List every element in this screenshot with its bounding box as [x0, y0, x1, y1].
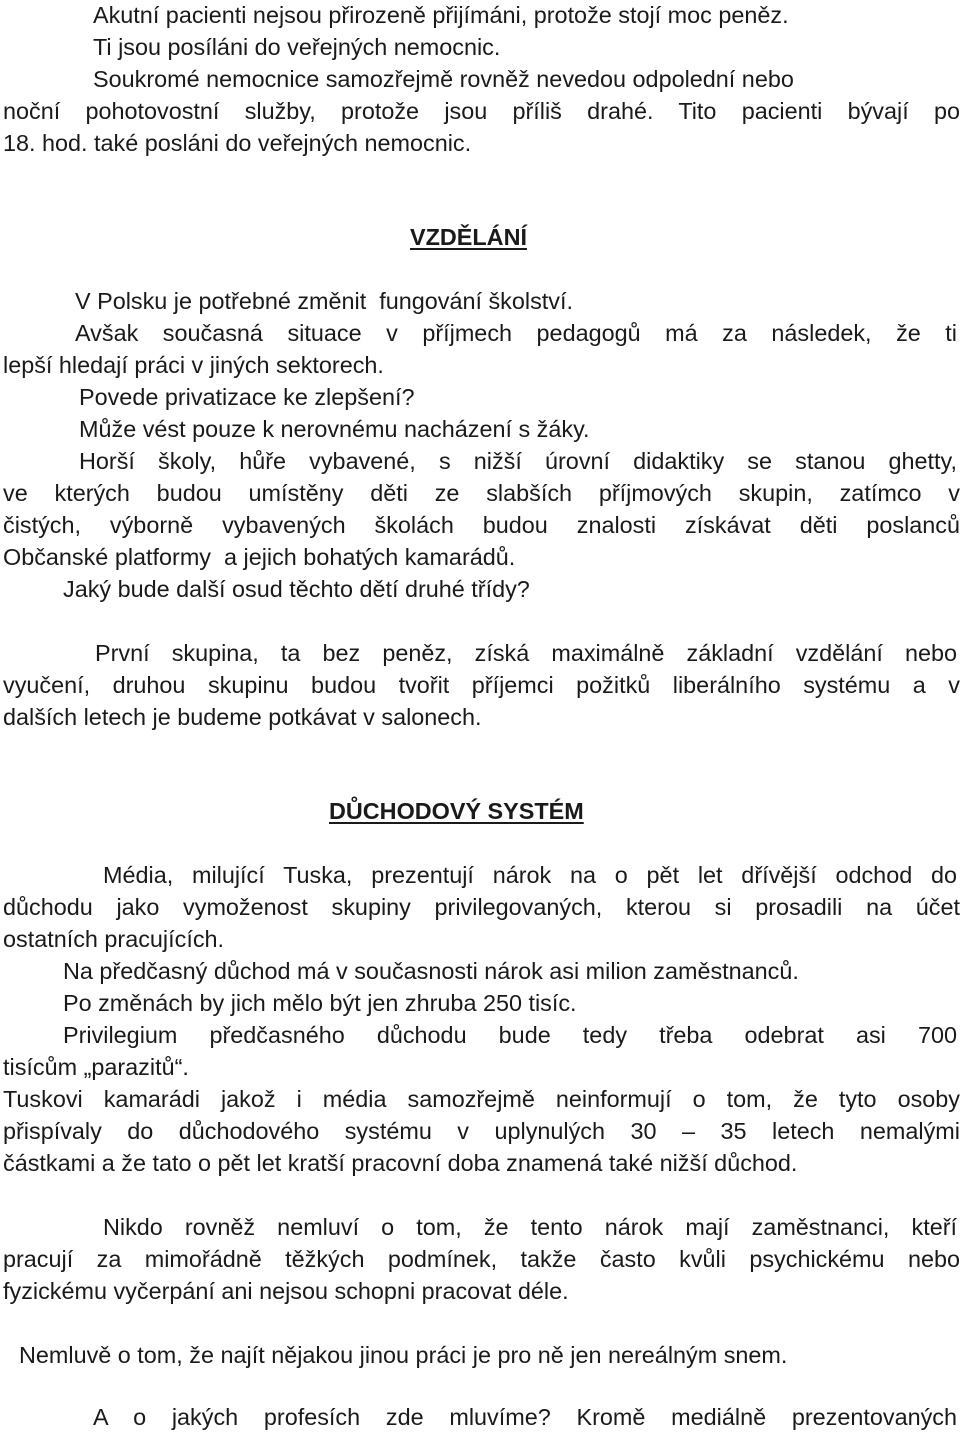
text-line: důchodu jako vymoženost skupiny privilegovaných, kterou si prosadili na účet — [3, 894, 960, 920]
text-line: Po změnách by jich mělo být jen zhruba 250 tisíc. — [63, 990, 577, 1016]
text-line: čistých, výborně vybavených školách budou znalosti získávat děti poslanců — [3, 512, 960, 538]
text-line: noční pohotovostní služby, protože jsou příliš drahé. Tito pacienti bývají po — [3, 98, 960, 124]
text-line: Avšak současná situace v příjmech pedagogů má za následek, že ti — [75, 320, 957, 346]
text-line: 18. hod. také posláni do veřejných nemocnic. — [3, 130, 472, 156]
text-line: Povede privatizace ke zlepšení? — [79, 384, 415, 410]
text-line: dalších letech je budeme potkávat v salonech. — [3, 704, 482, 730]
text-line: Nikdo rovněž nemluví o tom, že tento nárok mají zaměstnanci, kteří — [103, 1214, 957, 1240]
text-line: Horší školy, hůře vybavené, s nižší úrovní didaktiky se stanou ghetty, — [79, 448, 957, 474]
text-line: vyučení, druhou skupinu budou tvořit příjemci požitků liberálního systému a v — [3, 672, 960, 698]
text-line: Média, milující Tuska, prezentují nárok na o pět let dřívější odchod do — [103, 862, 957, 888]
text-line: přispívaly do důchodového systému v uplynulých 30 – 35 letech nemalými — [3, 1118, 960, 1144]
text-line: Nemluvě o tom, že najít nějakou jinou práci je pro ně jen nereálným snem. — [19, 1342, 788, 1368]
text-line: Jaký bude další osud těchto dětí druhé třídy? — [63, 576, 530, 602]
text-line: Privilegium předčasného důchodu bude tedy třeba odebrat asi 700 — [63, 1022, 957, 1048]
text-line: A o jakých profesích zde mluvíme? Kromě mediálně prezentovaných — [93, 1404, 957, 1430]
text-line: tisícům „parazitů“. — [3, 1054, 189, 1080]
text-line: pracují za mimořádně těžkých podmínek, takže často kvůli psychickému nebo — [3, 1246, 960, 1272]
text-line: ve kterých budou umístěny děti ze slabších příjmových skupin, zatímco v — [3, 480, 960, 506]
text-line: První skupina, ta bez peněz, získá maximálně základní vzdělání nebo — [95, 640, 957, 666]
section-heading-pension: DŮCHODOVÝ SYSTÉM — [329, 798, 584, 824]
text-line: Tuskovi kamarádi jakož i média samozřejmě neinformují o tom, že tyto osoby — [3, 1086, 960, 1112]
section-heading-education: VZDĚLÁNÍ — [410, 224, 527, 250]
text-line: Akutní pacienti nejsou přirozeně přijímáni, protože stojí moc peněz. — [93, 2, 789, 28]
text-line: částkami a že tato o pět let kratší pracovní doba znamená také nižší důchod. — [3, 1150, 798, 1176]
text-line: Ti jsou posíláni do veřejných nemocnic. — [93, 34, 501, 60]
text-line: V Polsku je potřebné změnit fungování školství. — [75, 288, 573, 314]
text-line: lepší hledají práci v jiných sektorech. — [3, 352, 384, 378]
text-line: ostatních pracujících. — [3, 926, 225, 952]
text-line: Může vést pouze k nerovnému nacházení s žáky. — [79, 416, 590, 442]
text-line: Na předčasný důchod má v současnosti nárok asi milion zaměstnanců. — [63, 958, 799, 984]
text-line: Soukromé nemocnice samozřejmě rovněž nevedou odpolední nebo — [93, 66, 794, 92]
text-line: Občanské platformy a jejich bohatých kamarádů. — [3, 544, 516, 570]
text-line: fyzickému vyčerpání ani nejsou schopni pracovat déle. — [3, 1278, 569, 1304]
